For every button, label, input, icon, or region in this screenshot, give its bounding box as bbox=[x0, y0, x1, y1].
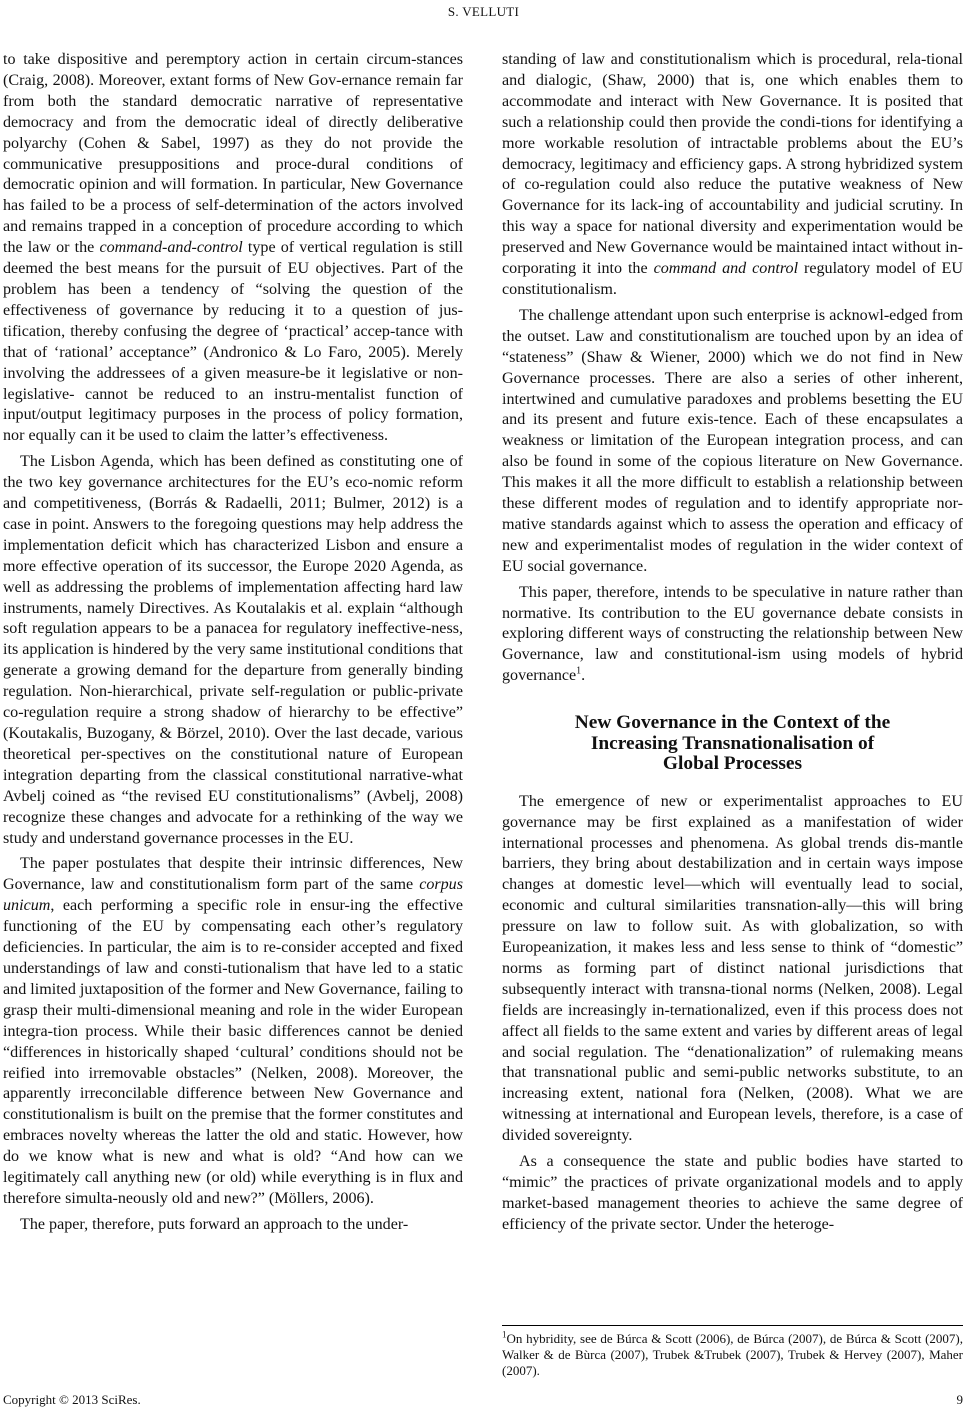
text-run: regulatory model of EU constitutionalism. bbox=[502, 260, 963, 298]
running-header: S. VELLUTI bbox=[447, 4, 520, 19]
italic-term: corpus unicum bbox=[3, 876, 463, 915]
text-run: type of vertical regulation is still deemed the best means for the pursuit of EU objectives. Part of the problem has been a tendency of “solving the question of the effectiveness of governance by reducing it to a question of jus-tification, thereby confusing the degree of ‘practical’ accep-tance with that of ‘rational’ acceptance” (Andronico & Lo Faro, 2005). Merely involving the addressees of a given measure-be it legislative or non-legislative- cannot be reduced to an instru-mentalist function of input/output legitimacy purposes in the process of policy formation, nor equally can it be used to claim the latter’s effectiveness. bbox=[3, 239, 463, 445]
paragraph bbox=[3, 50, 463, 447]
italic-term: command-and-control bbox=[99, 239, 243, 257]
footnote bbox=[502, 1331, 963, 1379]
paragraph: The challenge attendant upon such enterprise is acknowl-edged from the outset. Law and constitutionalism are touched upon by an idea of “stateness” (Shaw & Wiener, 2000) which we do not find in New Governance processes. There are also a series of other inherent, intertwined and cumulative paradoxes and problems besetting the EU and its present and future exis-tence. Each of these encapsulates a weakness or limitation of the European integration process, and can also be found in some of the copious literature on New Governance. This makes it all the more difficult to establish a relationship between these different modes of regulation and to identify appropriate nor-mative standards against which to assess the operation and efficacy of new and experimentalist modes of regulation in the wider context of EU social governance. bbox=[502, 306, 963, 575]
section-heading-line: Increasing Transnationalisation of bbox=[590, 732, 875, 754]
section-heading-line: New Governance in the Context of the bbox=[574, 712, 891, 734]
footnote-divider bbox=[502, 1325, 963, 1326]
footnote-number: 1 bbox=[502, 1329, 507, 1340]
text-run: , each performing a specific role in ensur-ing the effective functioning of the EU by compensating each other’s regulatory deficiencies. In particular, the aim is to re-consider accepted and fixed understandings of law and consti-tutionalism that have led to a static and limited juxtaposition of the former and New Governance, failing to grasp their multi-dimensional meaning and role in the wider European integra-tion process. While their basic differences cannot be denied “differences in historically shaped ‘cultural’ conditions should not be reified into irremovable obstacles” (Nelken, 2008). Moreover, the apparently irreconcilable difference between New Governance and constitutionalism is built on the premise that the former constitutes and embraces novelty whereas the latter the old and static. However, how do we know what is new and what is old? “And how can we legitimately call anything new (or old) while everything is in flux and therefore simulta-neously old and new?” (Möllers, 2006). bbox=[3, 897, 463, 1207]
text-run: . bbox=[581, 667, 586, 685]
section-heading bbox=[502, 713, 963, 775]
text-run: The paper postulates that despite their intrinsic differences, New Governance, law and constitutionalism form part of the same bbox=[3, 855, 463, 894]
copyright-notice: Copyright © 2013 SciRes. bbox=[3, 1392, 141, 1407]
page-number: 9 bbox=[956, 1392, 963, 1407]
paragraph: The emergence of new or experimentalist approaches to EU governance may be first explained as a manifestation of wider international processes and phenomena. As global trends dis-mantle barriers, they bring about destabilization and in certain ways impose changes at domestic level—which will eventually lead to social, economic and cultural similarities transnation-ally—this will bring pressure on law to follow suit. As with globalization, so with Europeanization, it makes less and less sense to think of “domestic” norms as forming part of distinct national jurisdictions that subsequently interact with transna-tional norms (Nelken, 2008). Legal fields are increasingly in-ternationalized, even if this process does not affect all fields to the same extent and varies by different areas of legal and social regulation. The “denationalization” of rulemaking means that transnational public and semi-public networks substitute, to an increasing extent, national fora (Nelken, (2008). What we are witnessing at international and European levels, therefore, is a case of divided sovereignty. bbox=[502, 792, 963, 1145]
paragraph: The paper, therefore, puts forward an approach to the under- bbox=[20, 1215, 409, 1233]
paragraph: The Lisbon Agenda, which has been defined as constituting one of the two key governance architectures for the EU’s eco-nomic reform and competitiveness, (Borrás & Radaelli, 2011; Bulmer, 2012) is a case in point. Answers to the foregoing questions may help address the implementation deficit which has characterized Lisbon and ensure a more effective operation of its successor, the Europe 2020 Agenda, as well as addressing the problems of implementation affecting hard law instruments, namely Directives. As Koutalakis et al. explain “although soft regulation appears to be a panacea for regulatory ineffective-ness, its application is hindered by the very same institutional conditions that generate a growing demand for the departure from generally binding regulation. Non-hierarchical, private self-regulation or public-private co-regulation require a strong shadow of hierarchy to be effective” (Koutakalis, Buzogany, & Börzel, 2010). Over the last decade, various theoretical per-spectives on the constitutional nature of European integration departing from the classical constitutional narrative-what Avbelj coined as “the revised EU constitutionalisms” (Avbelj, 2008) recognize these changes and advocate for a rethinking of the way we study and understand governance processes in the EU. bbox=[3, 453, 463, 847]
left-column bbox=[3, 50, 463, 1236]
paragraph bbox=[502, 50, 963, 301]
text-run: standing of law and constitutionalism which is procedural, rela-tional and dialogic, (Shaw, 2000) that is, one which enables them to accommodate and interact with New Governance. It is posited that such a relationship could then provide the condi-tions for identifying a more workable resolution of intractable problems about the EU’s democracy, legitimacy and efficiency gaps. A strong hybridized system of co-regulation could also reduce the putative weakness of New Governance for its lack-ing of accountability and judicial scrutiny. In this way a space for national diversity and experimentation would be preserved and New Governance would be maintained intact without in-corporating it into the bbox=[502, 51, 963, 278]
text-run: to take dispositive and peremptory action in certain circum-stances (Craig, 2008). Moreover, extant forms of New Gov-ernance remain far from both the standard democratic narrative of representative democracy and from the democratic ideal of directly deliberative polyarchy (Cohen & Sabel, 1997) as they do not provide the communicative presuppositions and proce-dural conditions of democratic opinion and will formation. In particular, New Governance has failed to be a process of self-determination of the actors involved and remains trapped in a conception of procedure according to which the law or the bbox=[3, 51, 463, 257]
paragraph: As a consequence the state and public bodies have started to “mimic” the practices of private organizational models and to apply market-based management theories to achieve the same degree of efficiency of the private sector. Under the heteroge- bbox=[502, 1153, 963, 1233]
paragraph bbox=[3, 854, 463, 1209]
section-heading-line: Global Processes bbox=[662, 753, 803, 775]
text-run: This paper, therefore, intends to be speculative in nature rather than normative. Its contribution to the EU governance debate consists in exploring different ways of constructing the relationship between New Governance, law and constitutional-ism using models of hybrid governance bbox=[502, 583, 963, 685]
italic-term: command and control bbox=[653, 260, 799, 278]
paragraph bbox=[502, 583, 963, 688]
right-column bbox=[502, 50, 963, 1236]
footnote-marker: 1 bbox=[576, 665, 582, 677]
footnote-text: On hybridity, see de Búrca & Scott (2006), de Búrca (2007), de Búrca & Scott (2007), Walker & de Bùrca (2007), Trubek &Trubek (2007), Trubek & Hervey (2007), Maher (2007). bbox=[502, 1331, 963, 1378]
